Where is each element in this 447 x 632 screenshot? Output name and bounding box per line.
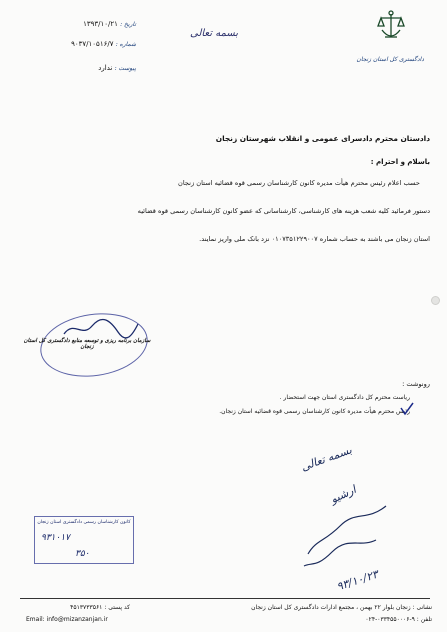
number-row — [44, 40, 136, 48]
body-line-2: دستور فرمائید کلیه شعب هزینه های کارشناسی، کارشناسانی که عضو کانون کارشناسان رسمی قوه قضائیه — [137, 207, 430, 215]
receipt-number: ۹۳۱۰۱۷ — [41, 533, 71, 543]
addressee: دادستان محترم دادسرای عمومی و انقلاب شهرستان زنجان — [215, 134, 430, 143]
receipt-stamp — [34, 516, 134, 564]
footer-postal — [20, 604, 130, 611]
footer-address: نشانی : زنجان بلوار ۲۲ بهمن ، مجتمع ادارات دادگستری کل استان زنجان — [251, 604, 432, 611]
attachment-label: پیوست : — [114, 65, 136, 72]
footer-phone: تلفن : ۹-۰۳۳۴۵۵۰۰۰۶-۰۲۴ — [365, 616, 432, 623]
handwritten-note-1: بسمه تعالی — [299, 443, 354, 474]
body-line-1: حسب اعلام رئیس محترم هیأت مدیره کانون کارشناسان رسمی قوه قضائیه استان زنجان — [178, 179, 420, 187]
footer-email[interactable]: Email: info@mizanzanjan.ir — [26, 616, 108, 623]
copy-item-1: ریاست محترم کل دادگستری استان جهت استحضار . — [279, 394, 410, 401]
number-value: ۹۰۳۷/۱۰۵۱۶/۷ — [71, 40, 114, 48]
checkmark-icon — [400, 402, 414, 416]
handwriting-scribble-icon — [296, 500, 396, 570]
signature-scribble-icon — [60, 318, 140, 340]
judiciary-emblem-icon — [376, 8, 406, 44]
postal-label: کد پستی : — [104, 604, 130, 611]
handwritten-note-2: ارشیو — [328, 482, 359, 507]
attachment-value: ندارد — [98, 64, 113, 72]
receipt-code: ۳۵۰ — [75, 549, 90, 559]
attachment-row — [70, 64, 136, 72]
date-value: ۱۳۹۳/۱۰/۲۱ — [83, 20, 118, 28]
postal-code: ۴۵۱۳۷۳۳۵۶۱ — [70, 604, 103, 611]
basmala: بسمه تعالی — [190, 28, 239, 39]
date-label: تاریخ : — [120, 21, 136, 28]
punch-hole — [431, 296, 440, 305]
greeting: باسلام و احترام : — [370, 158, 430, 166]
copies-label: رونوشت : — [402, 380, 430, 388]
footer-divider — [20, 598, 430, 599]
number-label: شماره : — [115, 41, 136, 48]
receipt-stamp-title: کانون کارشناسان رسمی دادگستری استان زنجان — [37, 520, 131, 525]
body-line-3: استان زنجان می باشند به حساب شماره ۰۱۰۷۳۵۱۲۲۹۰۰۷ نزد بانک ملی واریز نمایند. — [199, 235, 430, 243]
org-name: دادگستری کل استان زنجان — [356, 56, 424, 63]
handwritten-note-3: ۹۳/۱۰/۲۳ — [335, 567, 380, 594]
signature-stamp-text: سازمان برنامه ریزی و توسعه منابع دادگستری کل استان زنجان — [23, 338, 151, 350]
copy-item-2: رئیس محترم هیأت مدیره کانون کارشناسان رسمی قوه قضائیه استان زنجان. — [219, 408, 410, 415]
date-row — [62, 20, 136, 28]
